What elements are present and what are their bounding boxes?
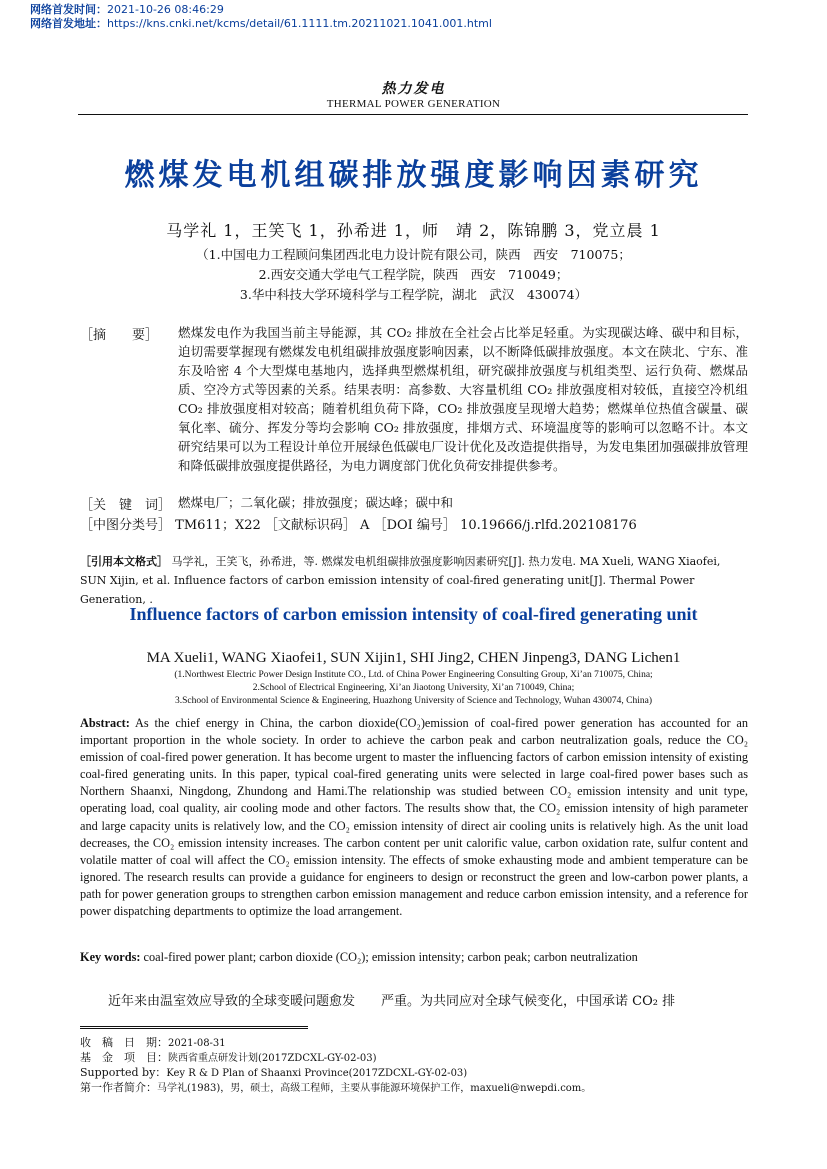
clc-value: TM611；X22	[175, 518, 261, 533]
citation-label: ［引用本文格式］	[80, 555, 168, 568]
journal-name-en: THERMAL POWER GENERATION	[326, 98, 501, 110]
supported-label: Supported by：	[80, 1066, 167, 1079]
intro-paragraph: 近年来由温室效应导致的全球变暖问题愈发 严重。为共同应对全球气候变化，中国承诺 CO₂ 排	[108, 994, 676, 1009]
affiliation-cn-1: （1.中国电力工程顾问集团西北电力设计院有限公司，陕西 西安 710075；	[196, 247, 631, 262]
paper-title-en: Influence factors of carbon emission intensity of coal-fired generating unit	[129, 604, 698, 624]
keywords-en-label: Key words:	[80, 950, 141, 964]
fund-value: 陕西省重点研发计划(2017ZDCXL-GY-02-03)	[168, 1053, 377, 1064]
publish-time-line	[30, 3, 224, 16]
abstract-cn-label: ［摘 要］	[80, 328, 159, 343]
received-value: 2021-08-31	[168, 1038, 226, 1049]
citation-block	[80, 552, 748, 609]
keywords-en	[80, 950, 748, 965]
keywords-cn-label: ［关 键 词］	[80, 498, 172, 513]
footnote-received	[80, 1034, 748, 1050]
first-author-value: 马学礼(1983)，男，硕士，高级工程师，主要从事能源环境保护工作，maxueli@nwepdi.com。	[157, 1083, 592, 1094]
journal-name-cn: 热力发电	[381, 81, 446, 97]
received-label: 收 稿 日 期：	[80, 1036, 168, 1049]
publish-time-value: 2021-10-26 08:46:29	[107, 3, 224, 16]
supported-value: Key R & D Plan of Shaanxi Province(2017ZDCXL-GY-02-03)	[166, 1068, 468, 1079]
keywords-en-text: coal-fired power plant; carbon dioxide (CO₂); emission intensity; carbon peak; carbon neutralization	[143, 950, 638, 964]
footnote-fund	[80, 1049, 748, 1065]
doc-code-value: A	[360, 518, 370, 533]
publish-time-label: 网络首发时间：	[30, 3, 107, 16]
affiliation-en-3: 3.School of Environmental Science & Engineering, Huazhong University of Science and Technology, Wuhan 430074, China)	[174, 696, 653, 706]
doi-value[interactable]: 10.19666/j.rlfd.202108176	[460, 518, 637, 533]
footnote-first-author	[80, 1079, 748, 1095]
abstract-en-text: As the chief energy in China, the carbon dioxide(CO₂)emission of coal-fired power generation has accounted for an important proportion in the whole society. In order to achieve the carbon peak and carbon neutralization goals, reduce the CO₂ emission of coal-fired power generation. It has become urgent to master the influencing factors of carbon emission intensity of existing coal-fired generating units. In this paper, typical coal-fired generating units were selected in large coal-fired power bases such as Northern Shaanxi, Ningdong, Zhundong and Hami.The relationship was studied between CO₂ emission intensity and unit type, operating load, coal quality, air cooling mode and other factors. The results show that, the CO₂ emission intensity of high parameter and large capacity units is relatively low, and the CO₂ emission intensity of direct air cooling units is relatively high. As the unit load decreases, the CO₂ emission intensity increases. The carbon content per unit calorific value, carbon oxidation rate, sulfur content and volatile matter of coal will affect the CO₂ emission intensity. The effects of smoke exhausting mode and ambient temperature can be ignored. The research results can provide a guidance for engineers to design or reconstruct the green and low-carbon power plants, a path for power generation groups to strengthen carbon emission management and reduce carbon emission intensity, and a reference for power dispatching departments to optimize the load arrangement.	[80, 716, 748, 919]
footnote-supported	[80, 1064, 748, 1080]
publish-url-link[interactable]: https://kns.cnki.net/kcms/detail/61.1111.tm.20211021.1041.001.html	[107, 17, 492, 30]
publish-url-label: 网络首发地址：	[30, 17, 107, 30]
header-divider	[78, 114, 748, 115]
abstract-en	[80, 715, 748, 920]
authors-en: MA Xueli1, WANG Xiaofei1, SUN Xijin1, SHI Jing2, CHEN Jinpeng3, DANG Lichen1	[146, 650, 681, 666]
footnote-divider	[80, 1026, 308, 1029]
abstract-cn-text: 燃煤发电作为我国当前主导能源，其 CO₂ 排放在全社会占比举足轻重。为实现碳达峰、碳中和目标，迫切需要掌握现有燃煤发电机组碳排放强度影响因素，以不断降低碳排放强度。本文在陕北、宁东、准东及哈密 4 个大型煤电基地内，选择典型燃煤机组，研究碳排放强度与机组类型、运行负荷、燃煤品质、空冷方式等因素的关系。结果表明：高参数、大容量机组 CO₂ 排放强度相对较低，直接空冷机组 CO₂ 排放强度相对较高；随着机组负荷下降，CO₂ 排放强度呈现增大趋势；燃煤单位热值含碳量、碳氧化率、硫分、挥发分等均会影响 CO₂ 排放强度，排烟方式、环境温度等的影响可以忽略不计。本文研究结果可以为工程设计单位开展绿色低碳电厂设计优化及改造提供指导，为发电集团加强碳排放管理和降低碳排放强度提供路径，为电力调度部门优化负荷安排提供参考。	[178, 325, 748, 473]
doi-label: ［DOI 编号］	[373, 518, 456, 533]
classification-line	[80, 514, 637, 533]
abstract-en-label: Abstract:	[80, 716, 130, 730]
fund-label: 基 金 项 目：	[80, 1051, 168, 1064]
affiliation-en-1: (1.Northwest Electric Power Design Institute CO., Ltd. of China Power Engineering Consulting Group, Xi’an 710075, China;	[174, 670, 653, 680]
affiliation-en-2: 2.School of Electrical Engineering, Xi’an Jiaotong University, Xi’an 710049, China;	[252, 683, 575, 693]
citation-text-cn: 马学礼，王笑飞，孙希进，等. 燃煤发电机组碳排放强度影响因素研究[J]. 热力发电.	[171, 555, 576, 568]
authors-cn: 马学礼 1，王笑飞 1，孙希进 1，师 靖 2，陈锦鹏 3，党立晨 1	[166, 221, 661, 240]
clc-label: ［中图分类号］	[80, 518, 172, 533]
first-author-label: 第一作者简介：	[80, 1081, 157, 1094]
publish-url-line	[30, 17, 492, 30]
citation-text-en: MA Xueli, WANG Xiaofei, SUN Xijin, et al. Influence factors of carbon emission intensity of coal-fired generating unit[J]. Thermal Power Generation, .	[80, 555, 721, 606]
affiliation-cn-2: 2.西安交通大学电气工程学院，陕西 西安 710049；	[258, 267, 569, 282]
doc-code-label: ［文献标识码］	[264, 518, 356, 533]
paper-title-cn: 燃煤发电机组碳排放强度影响因素研究	[124, 158, 703, 193]
affiliation-cn-3: 3.华中科技大学环境科学与工程学院，湖北 武汉 430074）	[239, 287, 588, 302]
keywords-cn-text: 燃煤电厂；二氧化碳；排放强度；碳达峰；碳中和	[178, 495, 454, 510]
